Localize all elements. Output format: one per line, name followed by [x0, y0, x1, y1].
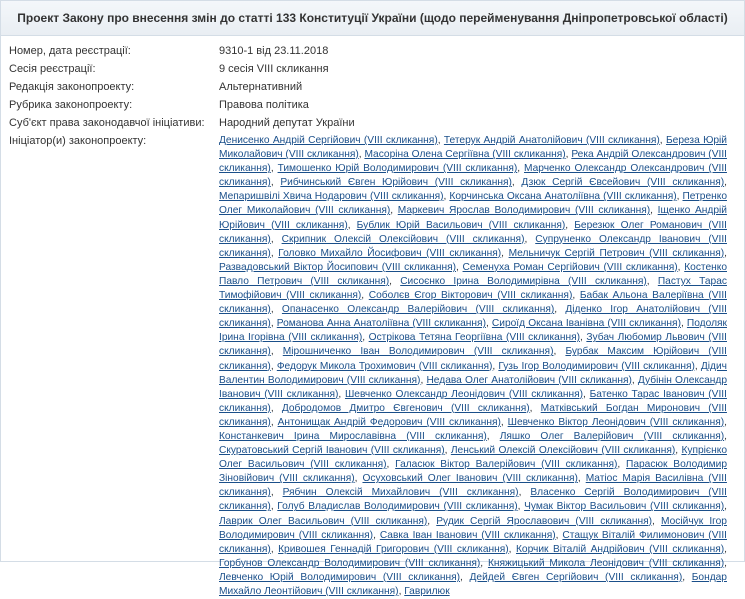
initiator-link[interactable]: Левченко Юрій Володимирович (VIII скликання) — [219, 571, 461, 583]
initiator-link[interactable]: Федорук Микола Трохимович (VIII скликання) — [276, 360, 493, 372]
initiator-separator: , — [555, 529, 563, 541]
initiator-link[interactable]: Мепаришвілі Хвича Нодарович (VIII скликання) — [219, 191, 444, 203]
initiator-link[interactable]: Дідич Валентин Володимирович (VIII скликання) — [219, 360, 727, 386]
initiator-link[interactable]: Антонищак Андрій Федорович (VIII скликання) — [277, 416, 501, 428]
initiator-link[interactable]: Ленський Олексій Олексійович (VIII скликання) — [450, 445, 676, 457]
initiator-separator: , — [579, 332, 587, 344]
initiator-link[interactable]: Горбунов Олександр Володимирович (VIII скликання) — [219, 557, 481, 569]
initiator-link[interactable]: Мірошниченко Іван Володимирович (VIII скликання) — [282, 346, 554, 358]
initiator-separator: , — [361, 290, 369, 302]
initiator-separator: , — [270, 304, 282, 316]
initiator-link[interactable]: Батенко Тарас Іванович (VIII скликання) — [219, 388, 727, 414]
initiator-link[interactable]: Лаврик Олег Васильович (VIII скликання) — [219, 515, 428, 527]
initiator-separator: , — [362, 332, 369, 344]
initiator-link[interactable]: Рудик Сергій Ярославович (VIII скликання) — [436, 515, 653, 527]
bill-title: Проект Закону про внесення змін до статті 133 Конституції України (щодо перейменування Дніпропетровської області) — [1, 1, 744, 36]
initiator-separator: , — [652, 515, 662, 527]
initiator-link[interactable]: Развадовський Віктор Йосипович (VIII скликання) — [219, 261, 456, 273]
initiator-link[interactable]: Дзюк Сергій Євсейович (VIII скликання) — [521, 177, 725, 189]
initiator-separator: , — [427, 515, 437, 527]
initiator-link[interactable]: Бублик Юрій Васильович (VIII скликання) — [356, 219, 566, 231]
initiator-separator: , — [270, 543, 279, 555]
initiator-link[interactable]: Гузь Ігор Володимирович (VIII скликання) — [498, 360, 695, 372]
initiator-separator: , — [270, 416, 278, 428]
initiator-separator: , — [659, 135, 666, 146]
field-subject — [1, 114, 744, 132]
initiator-link[interactable]: Острікова Тетяна Георгіївна (VIII скликання) — [368, 332, 580, 344]
initiator-separator: , — [398, 586, 405, 597]
initiator-link[interactable]: Сисоєнко Ірина Володимирівна (VIII скликання) — [400, 275, 647, 287]
initiator-link[interactable]: Власенко Сергій Володимирович (VIII скликання) — [219, 487, 727, 513]
initiator-link[interactable]: Шевченко Віктор Леонідович (VIII скликання) — [507, 416, 725, 428]
initiator-link[interactable]: Матківський Богдан Миронович (VIII скликання) — [219, 402, 727, 428]
initiator-separator: , — [485, 318, 492, 330]
field-label: Рубрика законопроекту: — [9, 99, 133, 111]
field-label: Суб'єкт права законодавчої ініціативи: — [9, 117, 205, 129]
initiator-link[interactable]: Діденко Ігор Анатолійович (VIII скликання) — [219, 304, 727, 330]
initiator-link[interactable]: Бабак Альона Валеріївна (VIII скликання) — [219, 290, 727, 316]
initiator-separator: , — [508, 543, 516, 555]
initiator-separator: , — [437, 135, 444, 146]
initiator-separator: , — [524, 233, 536, 245]
initiator-separator: , — [270, 247, 279, 259]
initiator-separator: , — [724, 177, 727, 189]
initiator-link[interactable]: Рябчин Олексій Михайлович (VIII скликання) — [282, 487, 519, 499]
field-value: 9310-1 від 23.11.2018 — [219, 45, 329, 57]
initiator-separator: , — [724, 543, 727, 555]
initiator-link[interactable]: Савка Іван Іванович (VIII скликання) — [379, 529, 556, 541]
initiator-link[interactable]: Дубінін Олександр Іванович (VIII скликання) — [219, 374, 728, 400]
initiator-link[interactable]: Денисенко Андрій Сергійович (VIII скликання) — [219, 135, 438, 146]
initiator-link[interactable]: Рибчинський Євген Юрійович (VIII скликання) — [280, 177, 512, 189]
initiator-link[interactable]: Матіос Марія Василівна (VIII скликання) — [219, 473, 727, 499]
initiator-separator: , — [480, 557, 488, 569]
field-label: Сесія реєстрації: — [9, 63, 96, 75]
initiator-separator: , — [565, 219, 575, 231]
initiator-link[interactable]: Шевченко Олександр Леонідович (VIII скликання) — [344, 388, 584, 400]
initiator-link[interactable]: Костенко Павло Петрович (VIII скликання) — [219, 261, 727, 287]
initiator-link[interactable]: Парасюк Володимир Зіновійович (VIII скликання) — [219, 459, 728, 485]
initiator-separator: , — [443, 191, 450, 203]
initiator-link[interactable]: Березюк Олег Романович (VIII скликання) — [219, 219, 727, 245]
initiator-link[interactable]: Супруненко Олександр Іванович (VIII скликання) — [219, 233, 727, 259]
field-value: Народний депутат України — [219, 117, 355, 129]
initiator-separator: , — [553, 346, 566, 358]
initiator-separator: , — [724, 501, 727, 513]
initiator-link[interactable]: Тимошенко Юрій Володимирович (VIII скликання) — [277, 163, 518, 175]
initiator-separator: , — [270, 360, 277, 372]
initiator-separator: , — [373, 529, 380, 541]
field-edition — [1, 78, 744, 96]
initiator-link[interactable]: Голуб Владислав Володимирович (VIII скликання) — [277, 501, 518, 513]
initiator-link[interactable]: Река Андрій Олександрович (VIII скликання) — [219, 149, 727, 175]
initiator-separator: , — [676, 191, 683, 203]
initiator-link[interactable]: Корчинська Оксана Анатоліївна (VIII скликання) — [449, 191, 677, 203]
initiator-separator: , — [694, 360, 701, 372]
initiator-separator: , — [724, 430, 727, 442]
initiator-link[interactable]: Береза Юрій Миколайович (VIII скликання) — [219, 135, 728, 161]
field-label: Ініціатор(и) законопроекту: — [9, 135, 147, 147]
initiators-list — [219, 132, 727, 599]
initiator-link[interactable]: Семенуха Роман Сергійович (VIII скликання) — [462, 261, 678, 273]
initiator-separator: , — [631, 374, 638, 386]
initiator-separator: , — [617, 459, 626, 471]
initiator-link[interactable]: Недава Олег Анатолійович (VIII скликання) — [426, 374, 632, 386]
initiator-separator: , — [270, 318, 277, 330]
initiator-link[interactable]: Соболєв Єгор Вікторович (VIII скликання) — [368, 290, 573, 302]
initiator-separator: , — [583, 388, 590, 400]
initiator-separator: , — [390, 205, 398, 217]
initiator-separator: , — [680, 318, 687, 330]
initiator-separator: , — [565, 149, 572, 161]
initiator-separator: , — [511, 177, 522, 189]
initiator-link[interactable]: Романова Анна Анатоліївна (VIII скликання) — [276, 318, 486, 330]
initiator-separator: , — [500, 416, 508, 428]
field-value: Альтернативний — [219, 81, 303, 93]
initiator-separator: , — [646, 275, 658, 287]
field-value: Правова політика — [219, 99, 309, 111]
field-initiators — [1, 132, 744, 599]
initiator-separator: , — [492, 360, 499, 372]
initiator-link[interactable]: Іщенко Андрій Юрійович (VIII скликання) — [219, 205, 727, 231]
initiator-link[interactable]: Зубач Любомир Львович (VIII скликання) — [219, 332, 727, 358]
initiator-link[interactable]: Петренко Олег Миколайович (VIII скликання) — [219, 191, 727, 217]
initiator-separator: , — [554, 304, 566, 316]
field-label: Редакція законопроекту: — [9, 81, 135, 93]
initiator-link[interactable]: Подоляк Ірина Ігорівна (VIII скликання) — [219, 318, 727, 344]
initiator-link[interactable]: Мосійчук Ігор Володимирович (VIII скликання) — [219, 515, 727, 541]
initiator-separator: , — [682, 571, 692, 583]
initiator-separator: , — [517, 501, 525, 513]
initiator-separator: , — [456, 261, 463, 273]
initiator-separator: , — [572, 290, 580, 302]
field-value: 9 сесія VIII скликання — [219, 63, 329, 75]
initiator-separator: , — [577, 473, 586, 485]
field-rubric — [1, 96, 744, 114]
initiator-link[interactable]: Тетерук Андрій Анатолійович (VIII скликання) — [443, 135, 660, 146]
initiator-separator: , — [724, 416, 727, 428]
initiator-separator: , — [270, 163, 278, 175]
initiator-link[interactable]: Масоріна Олена Сергіївна (VIII скликання) — [364, 149, 566, 161]
initiator-link[interactable]: Маркевич Ярослав Володимирович (VIII скликання) — [397, 205, 651, 217]
initiator-separator: , — [358, 149, 365, 161]
initiator-separator: , — [517, 163, 524, 175]
bill-fields — [1, 36, 744, 599]
initiator-link[interactable]: Добродомов Дмитро Євгенович (VIII скликання) — [281, 402, 530, 414]
initiator-separator: , — [650, 205, 658, 217]
initiator-link[interactable]: Опанасенко Олександр Валерійович (VIII скликання) — [281, 304, 555, 316]
initiator-separator: , — [270, 487, 283, 499]
initiator-separator: , — [724, 247, 727, 259]
initiator-separator: , — [270, 346, 283, 358]
initiator-separator: , — [338, 388, 345, 400]
initiator-link[interactable]: Марченко Олександр Олександрович (VIII скликання) — [219, 163, 727, 189]
initiator-separator: , — [501, 247, 509, 259]
initiator-separator: , — [460, 571, 470, 583]
initiator-link[interactable]: Пастух Тарас Тимофійович (VIII скликання) — [219, 275, 727, 302]
initiator-link[interactable]: Констанкевич Ірина Мирославівна (VIII скликання) — [219, 430, 487, 442]
initiator-separator: , — [386, 459, 396, 471]
initiator-separator: , — [354, 473, 363, 485]
initiator-separator: , — [724, 557, 727, 569]
initiator-separator: , — [486, 430, 500, 442]
initiator-link[interactable]: Княжицький Микола Леонідович (VIII скликання) — [487, 557, 725, 569]
initiator-link[interactable]: Бурбак Максим Юрійович (VIII скликання) — [219, 346, 727, 372]
field-label: Номер, дата реєстрації: — [9, 45, 131, 57]
initiator-separator: , — [270, 501, 278, 513]
initiator-link[interactable]: Сироїд Оксана Іванівна (VIII скликання) — [491, 318, 681, 330]
initiator-separator: , — [270, 233, 282, 245]
initiator-separator: , — [270, 402, 282, 414]
initiator-link[interactable]: Головко Михайло Йосифович (VIII скликання) — [278, 247, 502, 259]
initiator-link[interactable]: Купрієнко Олег Васильович (VIII скликання) — [219, 445, 727, 471]
initiator-link[interactable]: Скуратовський Сергій Іванович (VIII скликання) — [219, 445, 445, 457]
initiator-separator: , — [420, 374, 427, 386]
initiator-separator: , — [677, 261, 685, 273]
initiator-separator: , — [529, 402, 541, 414]
initiator-link[interactable]: Ляшко Олег Валерійович (VIII скликання) — [499, 430, 725, 442]
initiator-link[interactable]: Галасюк Віктор Валерійович (VIII скликання) — [395, 459, 618, 471]
initiator-separator: , — [389, 275, 401, 287]
field-registration — [1, 42, 744, 60]
initiator-link[interactable]: Осуховський Олег Іванович (VIII скликання) — [362, 473, 578, 485]
initiator-separator: , — [518, 487, 531, 499]
initiator-link[interactable]: Гаврилюк — [404, 586, 450, 597]
field-session — [1, 60, 744, 78]
initiator-separator: , — [675, 445, 682, 457]
initiator-link[interactable]: Скрипник Олексій Олексійович (VIII скликання) — [281, 233, 525, 245]
initiator-separator: , — [444, 445, 451, 457]
initiator-link[interactable]: Чумак Віктор Васильович (VIII скликання) — [524, 501, 725, 513]
initiator-link[interactable]: Стащук Віталій Филимонович (VIII скликання) — [219, 529, 727, 555]
initiator-link[interactable]: Кривошея Геннадій Григорович (VIII скликання) — [278, 543, 509, 555]
initiator-link[interactable]: Дейдей Євген Сергійович (VIII скликання) — [469, 571, 683, 583]
initiator-link[interactable]: Бондар Михайло Леонтійович (VIII скликання) — [219, 571, 727, 597]
initiator-separator: , — [347, 219, 357, 231]
initiator-link[interactable]: Мельничук Сергій Петрович (VIII скликання) — [508, 247, 725, 259]
initiator-separator: , — [270, 177, 281, 189]
initiator-link[interactable]: Корчик Віталій Андрійович (VIII скликання) — [515, 543, 725, 555]
